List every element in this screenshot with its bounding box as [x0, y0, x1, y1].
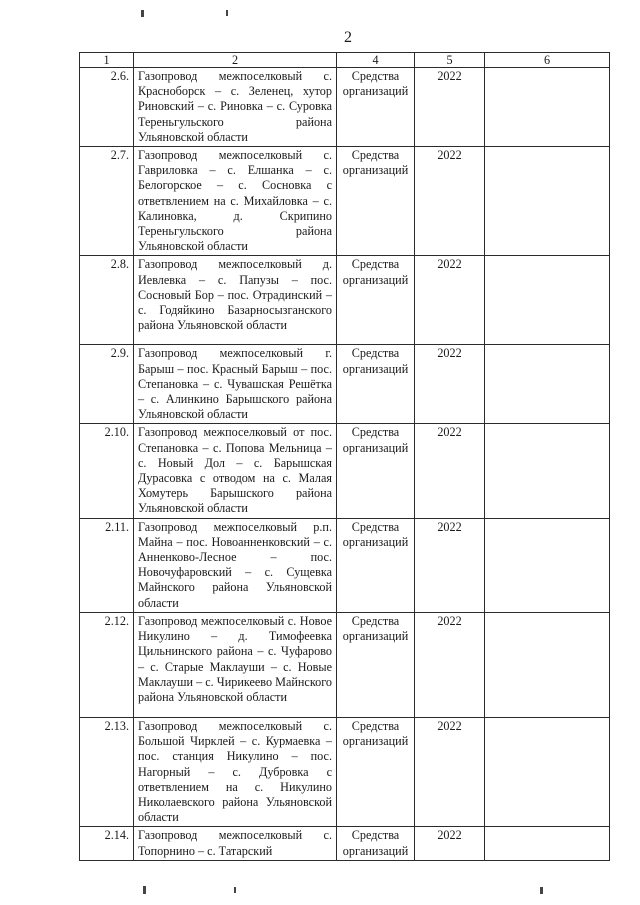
table-row: [80, 518, 610, 612]
header-col-6: 6: [485, 53, 610, 68]
row-description: Газопровод межпоселковый д. Иевлевка – с. Папузы – пос. Сосновый Бор – пос. Отрадинский – с. Годяйкино Базарносызганского района Ульяновской области: [134, 256, 337, 345]
table-row: [80, 256, 610, 345]
table-row: [80, 424, 610, 518]
table-row: [80, 612, 610, 717]
row-number: 2.10.: [80, 424, 134, 518]
row-note: [485, 717, 610, 826]
row-year: 2022: [415, 717, 485, 826]
row-funding-source: Средства организаций: [337, 147, 415, 256]
row-year: 2022: [415, 345, 485, 424]
row-description: Газопровод межпоселковый с. Топорнино – с. Татарский: [134, 827, 337, 860]
row-funding-source: Средства организаций: [337, 68, 415, 147]
row-description: Газопровод межпоселковый с. Красноборск – с. Зеленец, хутор Риновский – с. Риновка – с. Суровка Тереньгульского района Ульяновской области: [134, 68, 337, 147]
row-number: 2.12.: [80, 612, 134, 717]
row-number: 2.13.: [80, 717, 134, 826]
row-funding-source: Средства организаций: [337, 717, 415, 826]
row-number: 2.8.: [80, 256, 134, 345]
row-note: [485, 256, 610, 345]
row-number: 2.9.: [80, 345, 134, 424]
table-row: [80, 147, 610, 256]
scan-mark: [540, 887, 543, 894]
row-note: [485, 345, 610, 424]
row-year: 2022: [415, 68, 485, 147]
scan-mark: [226, 10, 228, 16]
table-row: [80, 345, 610, 424]
row-number: 2.6.: [80, 68, 134, 147]
header-col-4: 4: [337, 53, 415, 68]
header-col-5: 5: [415, 53, 485, 68]
scan-mark: [143, 886, 146, 894]
row-funding-source: Средства организаций: [337, 827, 415, 860]
row-note: [485, 827, 610, 860]
header-col-2: 2: [134, 53, 337, 68]
row-note: [485, 68, 610, 147]
scan-mark: [141, 10, 144, 17]
activity-table: [79, 52, 610, 861]
row-year: 2022: [415, 612, 485, 717]
row-funding-source: Средства организаций: [337, 256, 415, 345]
row-funding-source: Средства организаций: [337, 345, 415, 424]
row-note: [485, 612, 610, 717]
row-description: Газопровод межпоселковый от пос. Степановка – с. Попова Мельница – с. Новый Дол – с. Барышская Дурасовка с отводом на с. Малая Хомутерь Барышского района Ульяновской области: [134, 424, 337, 518]
row-number: 2.7.: [80, 147, 134, 256]
table-row: [80, 827, 610, 860]
scan-mark: [234, 887, 236, 893]
row-note: [485, 518, 610, 612]
row-funding-source: Средства организаций: [337, 612, 415, 717]
row-year: 2022: [415, 827, 485, 860]
row-description: Газопровод межпоселковый г. Барыш – пос. Красный Барыш – пос. Степановка – с. Чувашская Решётка – с. Алинкино Барышского района Ульяновской области: [134, 345, 337, 424]
row-description: Газопровод межпоселковый с. Новое Никулино – д. Тимофеевка Цильнинского района – с. Чуфарово – с. Старые Маклауши – с. Новые Маклауши – с. Чирикеево Майнского района Ульяновской области: [134, 612, 337, 717]
row-description: Газопровод межпоселковый с. Гавриловка – с. Елшанка – с. Белогорское – с. Сосновка с ответвлением на с. Михайловка – с. Калиновка, д. Скрипино Тереньгульского района Ульяновской области: [134, 147, 337, 256]
table-row: [80, 717, 610, 826]
row-number: 2.14.: [80, 827, 134, 860]
page-number: 2: [344, 29, 352, 46]
row-description: Газопровод межпоселковый р.п. Майна – пос. Новоанненковский – с. Анненково-Лесное – пос. Новочуфаровский – с. Сущевка Майнского района Ульяновской области: [134, 518, 337, 612]
row-note: [485, 424, 610, 518]
row-year: 2022: [415, 256, 485, 345]
table-row: [80, 68, 610, 147]
row-description: Газопровод межпоселковый с. Большой Чирклей – с. Курмаевка – пос. станция Никулино – пос. Нагорный – с. Дубровка с ответвлением на с. Никулино Николаевского района Ульяновской области: [134, 717, 337, 826]
row-year: 2022: [415, 147, 485, 256]
row-year: 2022: [415, 518, 485, 612]
row-funding-source: Средства организаций: [337, 424, 415, 518]
row-funding-source: Средства организаций: [337, 518, 415, 612]
header-col-1: 1: [80, 53, 134, 68]
header-row: [80, 53, 610, 68]
row-number: 2.11.: [80, 518, 134, 612]
row-year: 2022: [415, 424, 485, 518]
row-note: [485, 147, 610, 256]
